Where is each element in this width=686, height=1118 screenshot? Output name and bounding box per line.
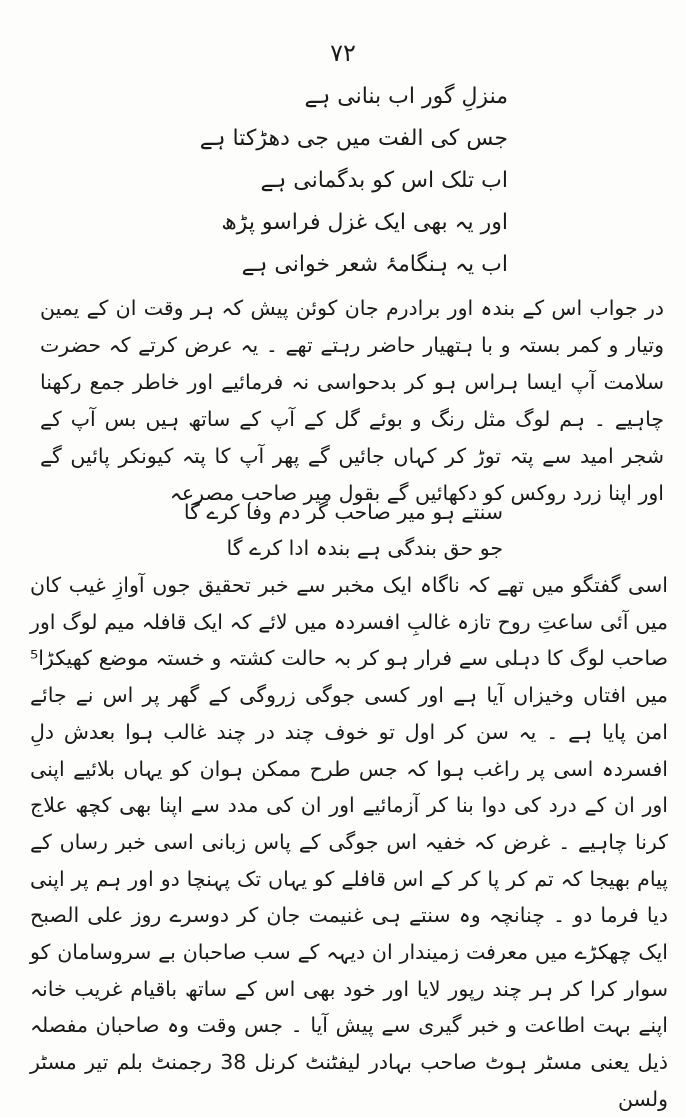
- couplet-line-1: سنتے ہو میر صاحب گر دم وفا کرے گا: [183, 500, 503, 524]
- page-number: ۷۲: [330, 39, 356, 67]
- verse-line-3: اب تلک اس کو بدگمانی ہے: [260, 168, 508, 193]
- paragraph-1: در جواب اس کے بندہ اور برادرم جان کوئن پیش کہ ہر وقت ان کے یمین وتیار و کمر بستہ و با ہتھیار حاضر رہتے تھے ۔ یہ عرض کرتے کہ حضرت سلامت آپ ایسا ہراس ہو کر بدحواسی نہ فرمائیے اور خاطر جمع رکھنا چاہیے ۔ ہم لوگ مثل رنگ و بوئے گل کے آپ کے ساتھ ہیں بس آپ کے شجر امید سے پتہ توڑ کر کہاں جائیں گے پھر آپ کا پتہ کیونکر پائیں گے اور اپنا زرد روکس کو دکھائیں گے بقول میر صاحب مصرعہ: [40, 296, 664, 505]
- verse-line-5: اب یہ ہنگامۂ شعر خوانی ہے: [241, 252, 508, 277]
- verse-line-2: جس کی الفت میں جی دھڑکتا ہے: [199, 126, 508, 151]
- couplet-line-2: جو حق بندگی ہے بندہ ادا کرے گا: [226, 536, 503, 560]
- verse-line-4: اور یہ بھی ایک غزل فراسو پڑھ: [221, 210, 508, 235]
- verse-line-1: منزلِ گور اب بنانی ہے: [304, 84, 508, 109]
- paragraph-2: اسی گفتگو میں تھے کہ ناگاہ ایک مخبر سے خبر تحقیق جوں آوازِ غیب کان میں آئی ساعتِ روح تازہ غالبِ افسردہ میں لائے کہ ایک قافلہ میم لوگ اور صاحب لوگ کا دہلی سے فرار ہو کر بہ حالت کشتہ و خستہ موضع کھیکڑا⁵ میں افتاں وخیزاں آیا ہے اور کسی جوگی زروگی کے گھر پر اس نے جائے امن پایا ہے ۔ یہ سن کر اول تو خوف چند در چند غالب ہوا بعدش دلِ افسردہ اسی پر راغب ہوا کہ جس طرح ممکن ہوان کو یہاں بلائیے اپنی اور ان کے درد کی دوا بنا کر آزمائیے اور ان کی مدد سے اپنا بھی کچھ علاج کرنا چاہیے ۔ غرض کہ خفیہ اس جوگی کے پاس زبانی اسی خبر رساں کے پیام بھیجا کہ تم کر پا کر کے اس قافلے کو یہاں تک پہنچا دو اور ہم پر اپنی دیا فرما دو ۔ چنانچہ وہ سنتے ہی غنیمت جان کر دوسرے روز علی الصبح ایک چھکڑے میں معرفت زمیندار ان دیہہ کے سب صاحبان بے سروسامان کو سوار کرا کر ہر چند رپور لایا اور خود بھی اس کے ساتھ باقیام غریب خانہ اپنے بہت اطاعت و خبر گیری سے پیش آیا ۔ جس وقت وہ صاحبان مفصلہ ذیل یعنی مسٹر ہوٹ صاحب بہادر لیفٹنٹ کرنل 38 رجمنٹ بلم تیر مسٹر ولسن: [30, 573, 668, 1111]
